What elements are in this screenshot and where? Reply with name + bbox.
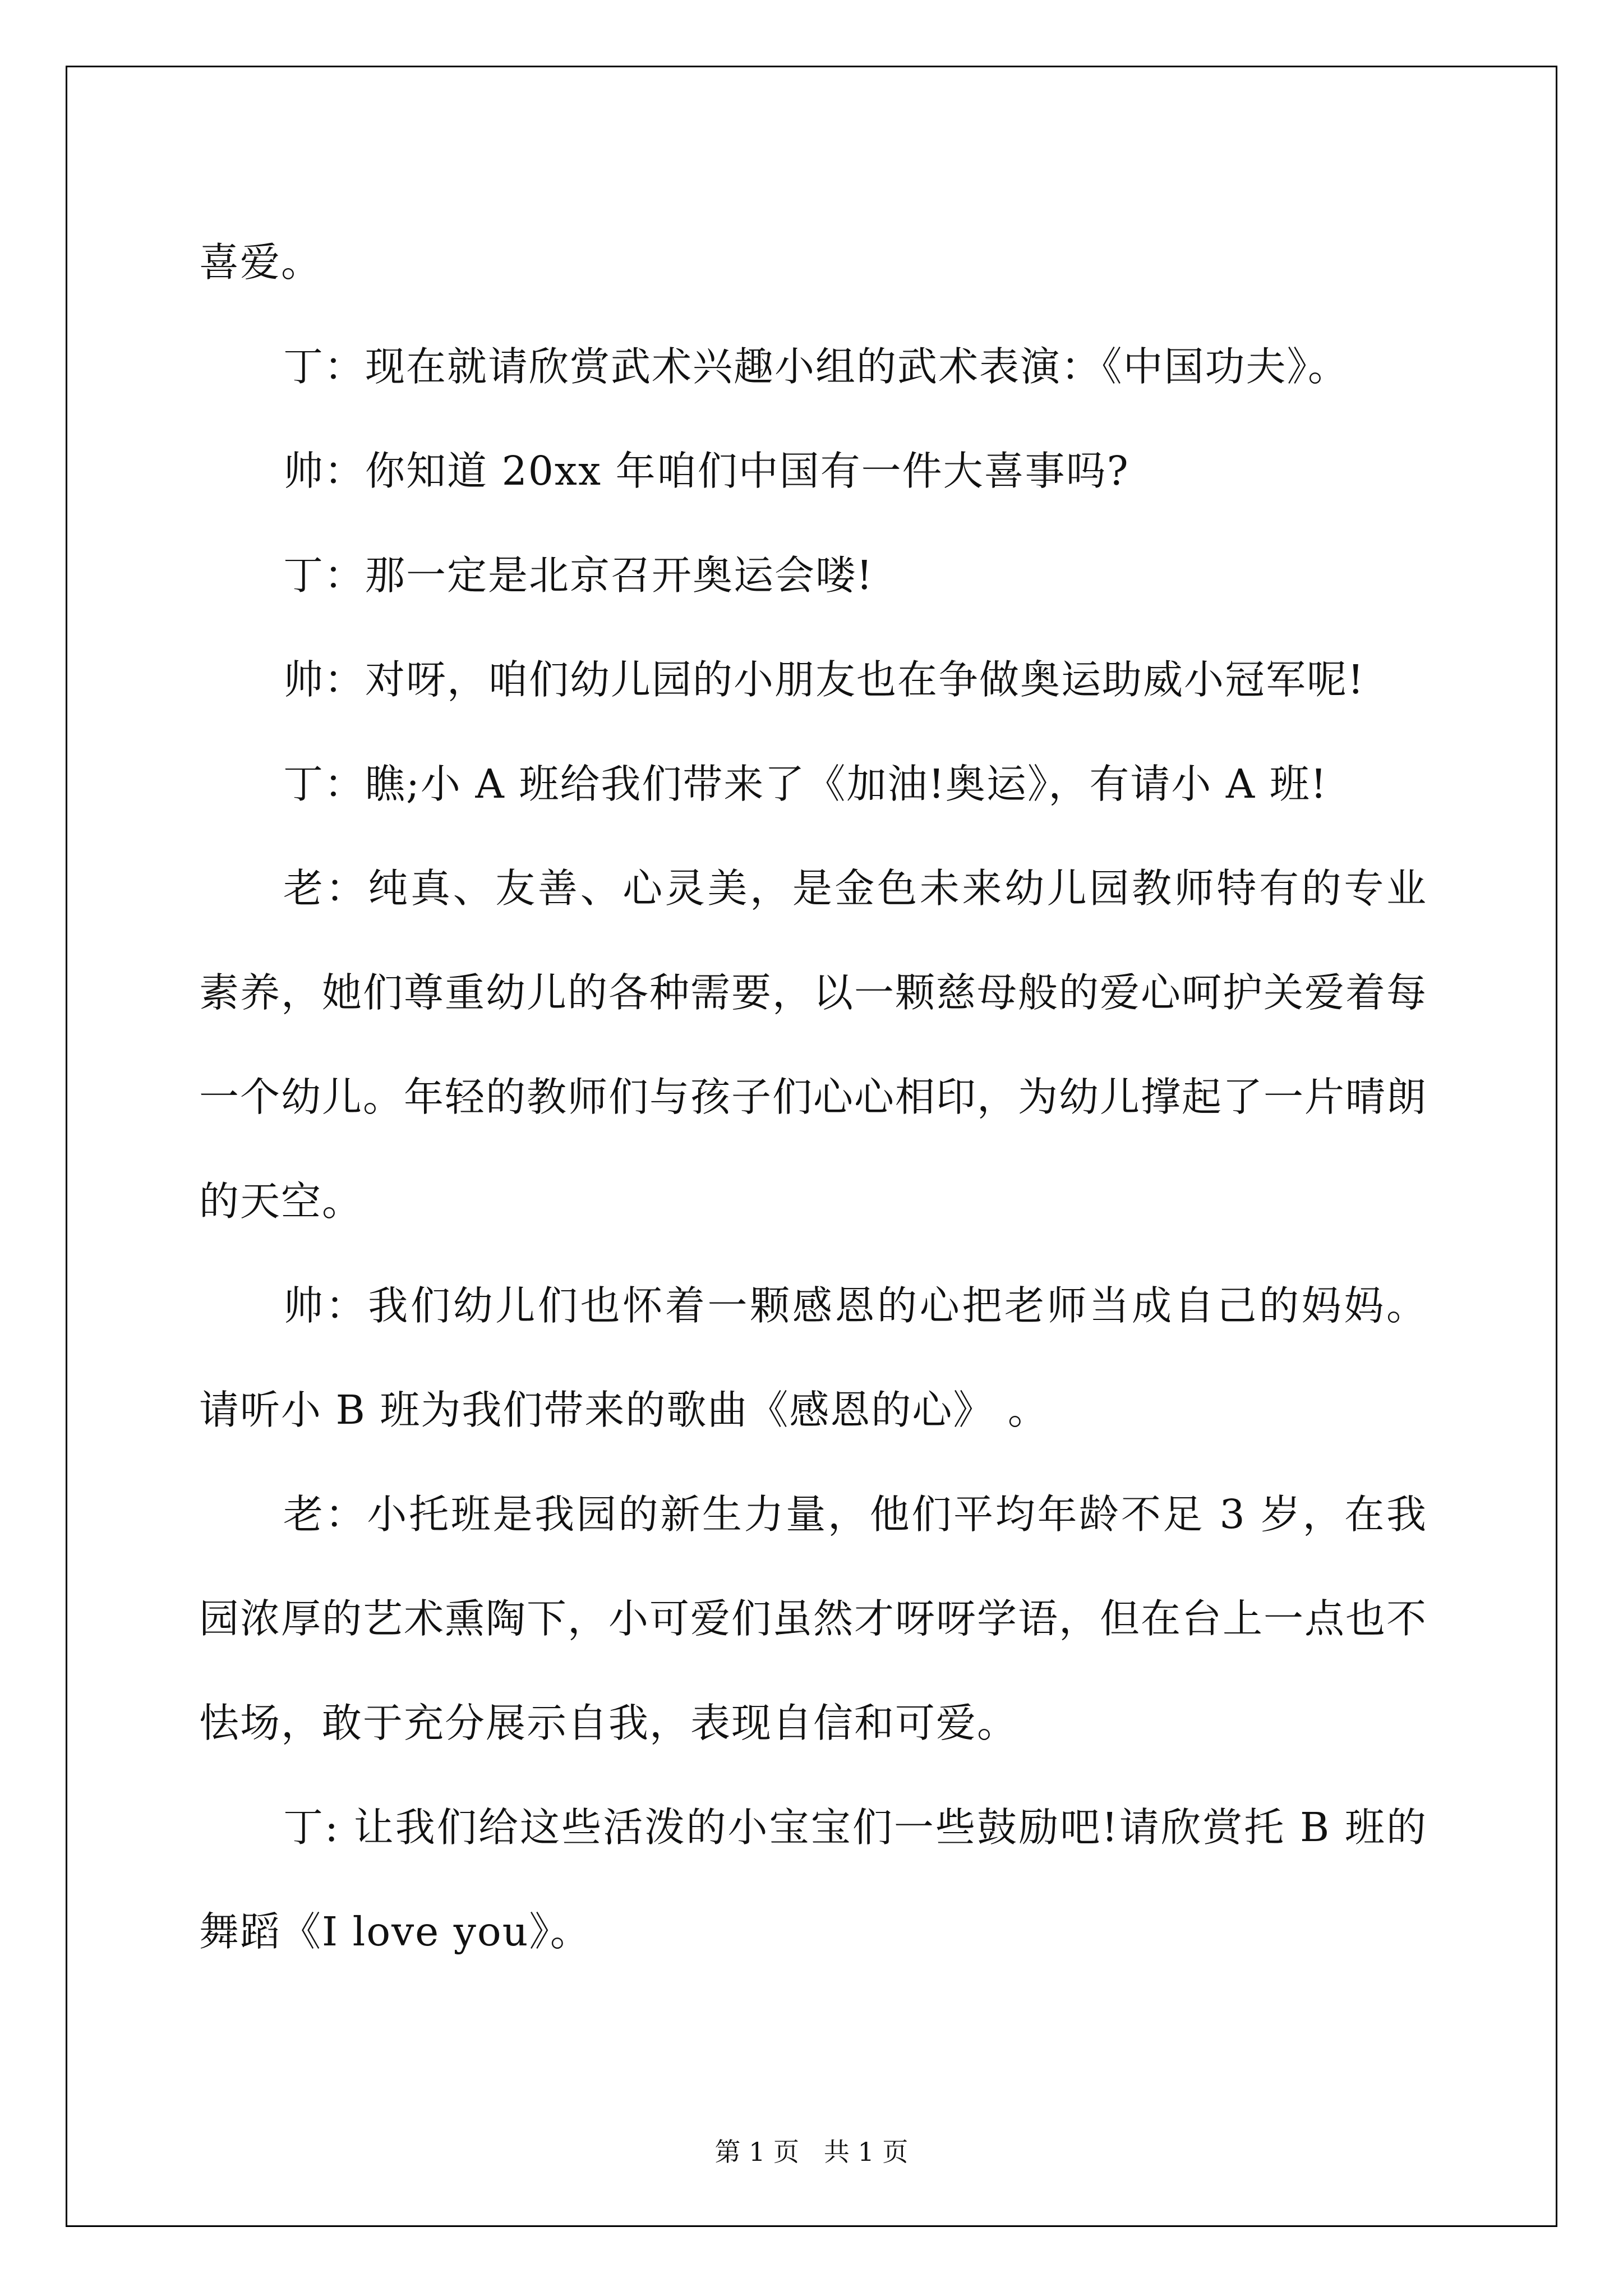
paragraph: 老：小托班是我园的新生力量，他们平均年龄不足 3 岁，在我园浓厚的艺术熏陶下，小可爱们虽然才呀呀学语，但在台上一点也不怯场，敢于充分展示自我，表现自信和可爱。 [199, 1491, 1428, 1746]
paragraph: 丁: 让我们给这些活泼的小宝宝们一些鼓励吧!请欣赏托 B 班的舞蹈《I love you》。 [199, 1804, 1427, 1955]
page-number-footer: 第 1 页 共 1 页 [714, 2137, 909, 2167]
paragraph: 帅：对呀，咱们幼儿园的小朋友也在争做奥运助威小冠军呢! [283, 656, 1365, 703]
document-body [199, 210, 1427, 1984]
paragraph: 丁：那一定是北京召开奥运会喽! [283, 552, 874, 599]
paragraph: 丁：现在就请欣赏武术兴趣小组的武术表演：《中国功夫》。 [283, 343, 1349, 390]
paragraph: 老：纯真、友善、心灵美，是金色未来幼儿园教师特有的专业素养，她们尊重幼儿的各种需要，以一颗慈母般的爱心呵护关爱着每一个幼儿。年轻的教师们与孩子们心心相印，为幼儿撑起了一片晴朗的天空。 [199, 865, 1428, 1225]
paragraph: 帅：你知道 20xx 年咱们中国有一件大喜事吗? [283, 448, 1129, 494]
paragraph: 帅：我们幼儿们也怀着一颗感恩的心把老师当成自己的妈妈。请听小 B 班为我们带来的歌曲《感恩的心》 。 [199, 1282, 1427, 1433]
paragraph: 喜爱。 [199, 239, 322, 286]
paragraph: 丁：瞧;小 A 班给我们带来了《加油!奥运》，有请小 A 班! [283, 761, 1328, 807]
